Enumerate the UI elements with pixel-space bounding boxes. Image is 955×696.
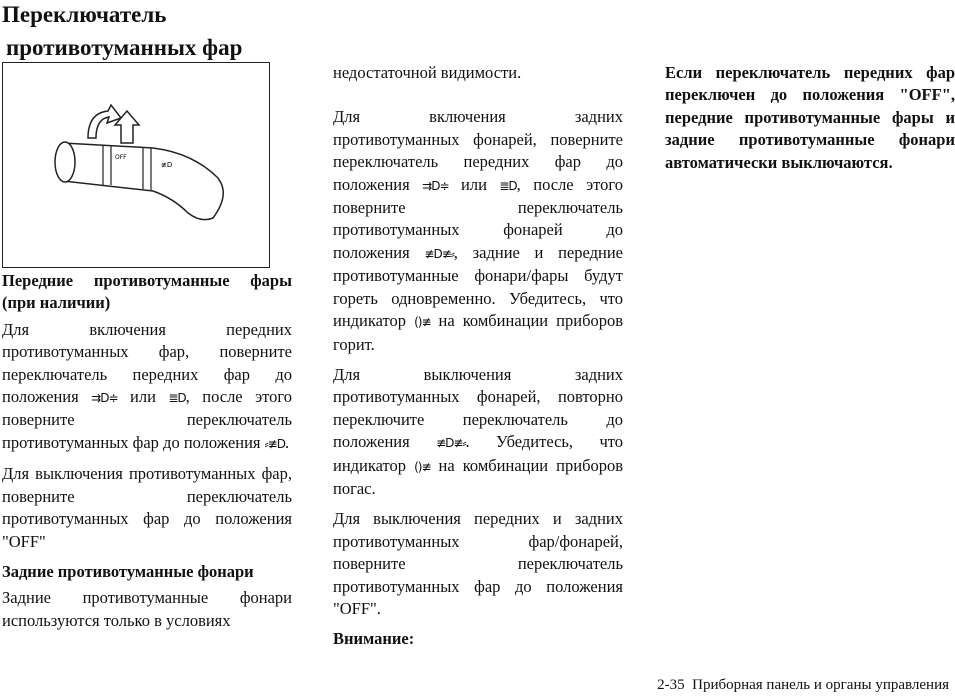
label-fog: ≢D	[161, 161, 173, 169]
text: Для выключения задних противотуманных фонарей, повторно переключите переключатель до положения	[333, 364, 623, 452]
text: .	[284, 432, 290, 452]
column-2	[333, 62, 623, 659]
page-title-line2: противотуманных фар	[6, 35, 243, 60]
page-footer	[657, 677, 949, 694]
stalk-drawing	[3, 63, 268, 266]
text: или	[130, 387, 156, 407]
paragraph-rear-off	[333, 364, 623, 500]
text: на комбинации приборов погас.	[333, 455, 624, 498]
indicator-icon: ()≢	[414, 459, 431, 474]
paragraph-rear-intro: Задние противотуманные фонари используются только в условиях	[2, 588, 292, 630]
label-off: OFF	[115, 154, 127, 161]
section-name: Приборная панель и органы управления	[692, 677, 949, 693]
heading-front-fog: Передние противотуманные фары (при наличии)	[2, 271, 292, 313]
text: , задние и передние противотуманные фонари/фары будут гореть одновременно. Убедитесь, что индикатор	[333, 242, 623, 331]
rotate-arrow-icon	[88, 105, 121, 138]
warning-label: Внимание:	[333, 629, 415, 649]
text: , после этого поверните переключатель противотуманных фонарей до положения	[333, 174, 624, 262]
rear-fog-icon: ≢D≢⸗	[424, 246, 454, 261]
text: . Убедитесь, что индикатор	[333, 432, 623, 475]
fog-switch-illustration	[2, 62, 270, 268]
heading-rear-fog: Задние противотуманные фонари	[2, 561, 254, 581]
text: Для включения передних противотуманных фар, поверните переключатель передних фар до положения	[2, 319, 292, 407]
headlight-icon: ≣D	[168, 391, 186, 406]
page-title-line1: Переключатель	[2, 2, 167, 27]
text: Для включения задних противотуманных фонарей, поверните переключатель передних фар до положения	[333, 107, 623, 194]
text: на комбинации приборов горит.	[333, 311, 624, 354]
indicator-icon: ()≢	[414, 315, 431, 330]
headlight-icon: ≣D	[499, 178, 517, 193]
front-light-icon: ⇉D≑	[91, 391, 118, 406]
page-number: 2-35	[657, 677, 685, 693]
paragraph-front-off: Для выключения противотуманных фар, поверните переключатель противотуманных фар до положения "OFF"	[2, 464, 292, 551]
front-fog-icon: ⸗≢D	[264, 436, 285, 451]
rear-fog-icon: ≢D≢⸗	[436, 436, 466, 451]
text: или	[461, 174, 487, 194]
front-light-icon: ⇉D≑	[422, 178, 449, 193]
column-3	[665, 62, 955, 182]
paragraph-front-on	[2, 319, 292, 455]
column-1	[2, 270, 292, 640]
paragraph-auto-off: Если переключатель передних фар переключен до положения "OFF", передние противотуманные фары и задние противотуманные фонари автоматически выключаются.	[665, 63, 955, 172]
text: , после этого поверните переключатель противотуманных фар до положения	[2, 387, 293, 452]
paragraph-rear-on	[333, 106, 623, 356]
paragraph-all-off: Для выключения передних и задних противотуманных фар/фонарей, поверните переключатель противотуманных фар до положения "OFF".	[333, 509, 623, 619]
paragraph-continued: недостаточной видимости.	[333, 63, 522, 82]
